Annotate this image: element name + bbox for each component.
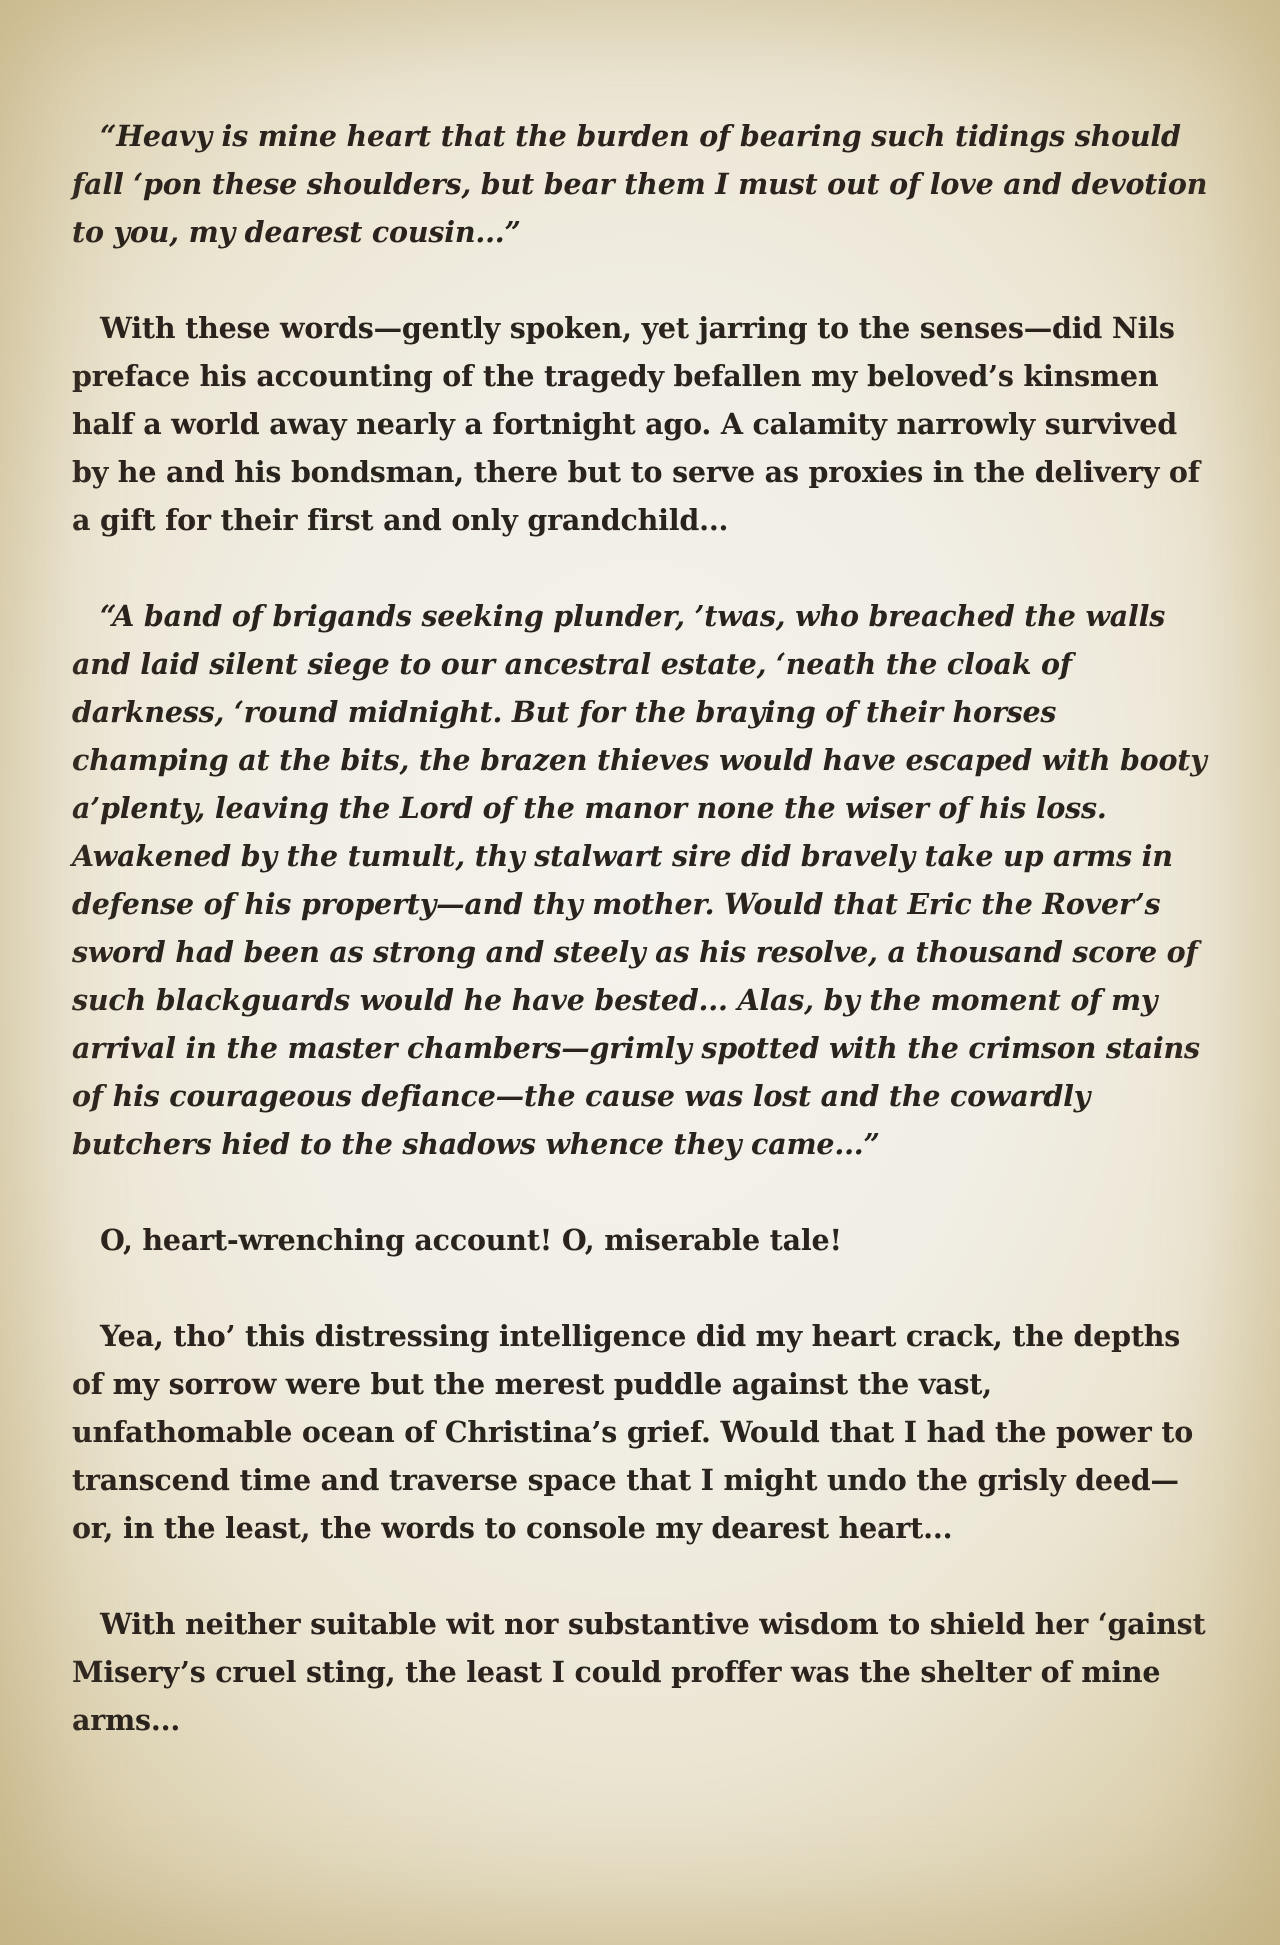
narrative-text — [72, 112, 1208, 1792]
paragraph-christina-grief: Yea, tho’ this distressing intelligence did my heart crack, the depths of my sorrow were but the merest puddle against the vast, unfathomable ocean of Christina’s grief. Would that I had the power to transcend time and traverse space that I might undo the grisly deed—or, in the least, the words to console my dearest heart... — [72, 1319, 1194, 1545]
paragraph-lament: O, heart-wrenching account! O, miserable tale! — [100, 1223, 842, 1257]
paragraph-shelter: With neither suitable wit nor substantive wisdom to shield her ‘gainst Misery’s cruel sting, the least I could proffer was the shelter of mine arms... — [72, 1607, 1206, 1737]
paragraph-nils-preface: With these words—gently spoken, yet jarring to the senses—did Nils preface his accounting of the tragedy befallen my beloved’s kinsmen half a world away nearly a fortnight ago. A calamity narrowly survived by he and his bondsman, there but to serve as proxies in the delivery of a gift for their first and only grandchild... — [72, 311, 1200, 537]
paragraph-nils-opening-quote: “Heavy is mine heart that the burden of bearing such tidings should fall ‘pon these shoulders, but bear them I must out of love and devotion to you, my dearest cousin...” — [72, 119, 1208, 249]
paragraph-brigands-quote: “A band of brigands seeking plunder, ’twas, who breached the walls and laid silent siege to our ancestral estate, ‘neath the cloak of darkness, ‘round midnight. But for the braying of their horses champing at the bits, the brazen thieves would have escaped with booty a’plenty, leaving the Lord of the manor none the wiser of his loss. Awakened by the tumult, thy stalwart sire did bravely take up arms in defense of his property—and thy mother. Would that Eric the Rover’s sword had been as strong and steely as his resolve, a thousand score of such blackguards would he have bested... Alas, by the moment of my arrival in the master chambers—grimly spotted with the crimson stains of his courageous defiance—the cause was lost and the cowardly butchers hied to the shadows whence they came...” — [72, 599, 1207, 1161]
